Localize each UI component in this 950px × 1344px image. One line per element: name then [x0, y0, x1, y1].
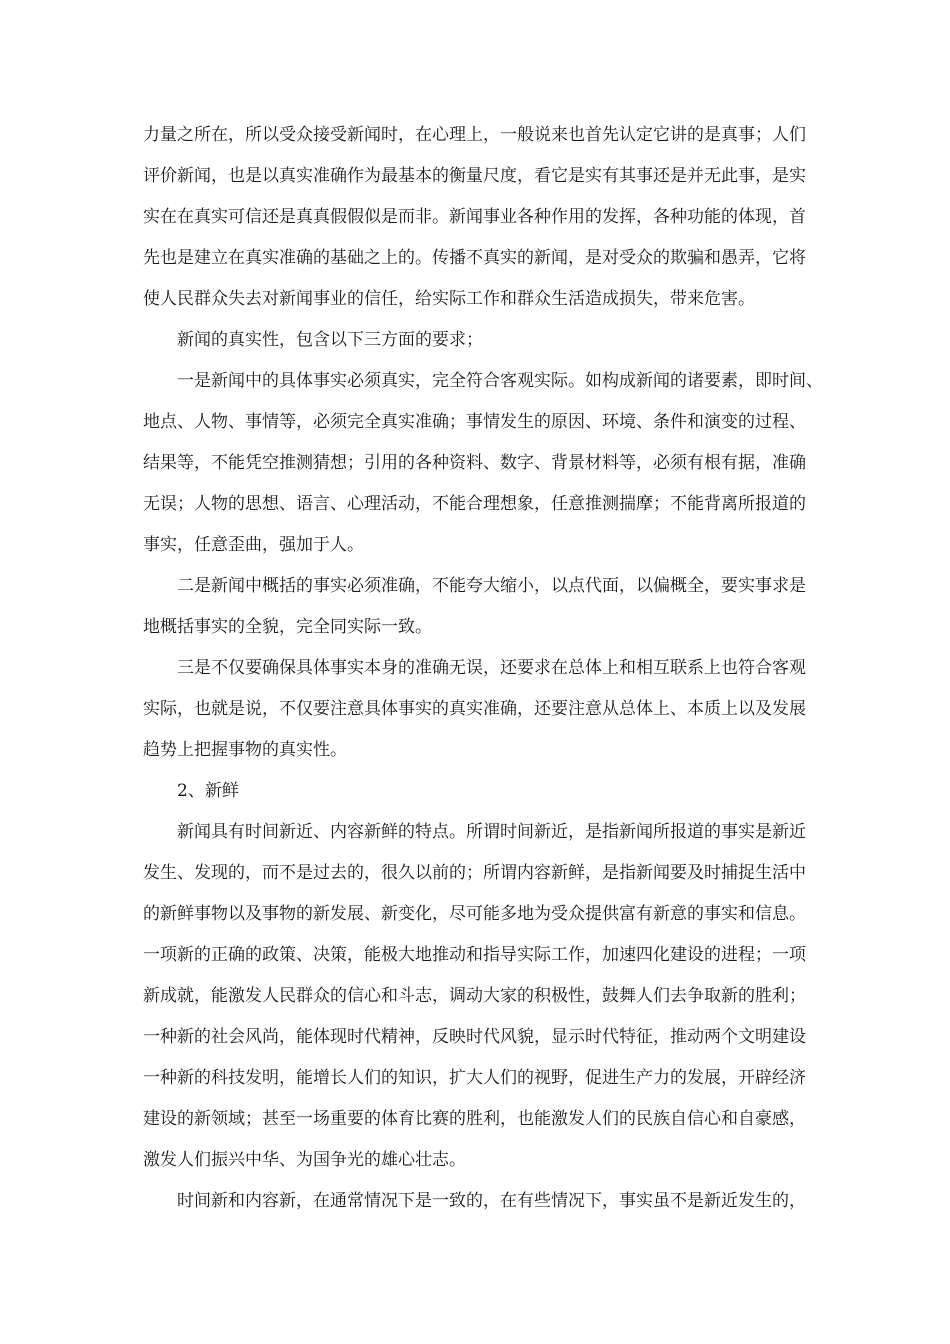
text-line: 使人民群众失去对新闻事业的信任，给实际工作和群众生活造成损失，带来危害。 — [143, 289, 755, 309]
text-line: 的新鲜事物以及事物的新发展、新变化，尽可能多地为受众提供富有新意的事实和信息。 — [143, 904, 806, 924]
text-line: 趋势上把握事物的真实性。 — [143, 740, 347, 760]
text-line: 发生、发现的，而不是过去的，很久以前的；所谓内容新鲜，是指新闻要及时捕捉生活中 — [143, 863, 806, 883]
text-line: 实际，也就是说，不仅要注意具体事实的真实准确，还要注意从总体上、本质上以及发展 — [143, 699, 806, 719]
text-line: 实在在真实可信还是真真假假似是而非。新闻事业各种作用的发挥，各种功能的体现，首 — [143, 207, 806, 227]
text-line: 三是不仅要确保具体事实本身的准确无误，还要求在总体上和相互联系上也符合客观 — [177, 658, 806, 678]
text-line: 新闻的真实性，包含以下三方面的要求； — [177, 330, 483, 350]
text-line: 一项新的正确的政策、决策，能极大地推动和指导实际工作，加速四化建设的进程；一项 — [143, 945, 806, 965]
text-line: 一种新的社会风尚，能体现时代精神，反映时代风貌，显示时代特征，推动两个文明建设 — [143, 1027, 806, 1047]
text-line: 事实，任意歪曲，强加于人。 — [143, 535, 364, 555]
text-line: 结果等，不能凭空推测猜想；引用的各种资料、数字、背景材料等，必须有根有据，准确 — [143, 453, 806, 473]
text-line: 二是新闻中概括的事实必须准确，不能夸大缩小，以点代面，以偏概全，要实事求是 — [177, 576, 806, 596]
text-line: 评价新闻，也是以真实准确作为最基本的衡量尺度，看它是实有其事还是并无此事，是实 — [143, 166, 806, 186]
text-line: 建设的新领域；甚至一场重要的体育比赛的胜利，也能激发人们的民族自信心和自豪感， — [143, 1109, 806, 1129]
text-line: 先也是建立在真实准确的基础之上的。传播不真实的新闻，是对受众的欺骗和愚弄，它将 — [143, 248, 806, 268]
text-line: 无误；人物的思想、语言、心理活动，不能合理想象，任意推测揣摩；不能背离所报道的 — [143, 494, 806, 514]
text-line: 地概括事实的全貌，完全同实际一致。 — [143, 617, 432, 637]
text-line: 力量之所在，所以受众接受新闻时，在心理上，一般说来也首先认定它讲的是真事；人们 — [143, 125, 806, 145]
text-line: 新成就，能激发人民群众的信心和斗志，调动大家的积极性，鼓舞人们去争取新的胜利； — [143, 986, 806, 1006]
text-line: 时间新和内容新，在通常情况下是一致的，在有些情况下，事实虽不是新近发生的， — [177, 1191, 806, 1211]
text-line: 一是新闻中的具体事实必须真实，完全符合客观实际。如构成新闻的诸要素，即时间、 — [177, 371, 823, 391]
text-line: 一种新的科技发明，能增长人们的知识，扩大人们的视野，促进生产力的发展，开辟经济 — [143, 1068, 806, 1088]
text-line: 新闻具有时间新近、内容新鲜的特点。所谓时间新近，是指新闻所报道的事实是新近 — [177, 822, 806, 842]
section-heading: 2、新鲜 — [177, 781, 239, 801]
text-line: 地点、人物、事情等，必须完全真实准确；事情发生的原因、环境、条件和演变的过程、 — [143, 412, 806, 432]
text-line: 激发人们振兴中华、为国争光的雄心壮志。 — [143, 1150, 466, 1170]
